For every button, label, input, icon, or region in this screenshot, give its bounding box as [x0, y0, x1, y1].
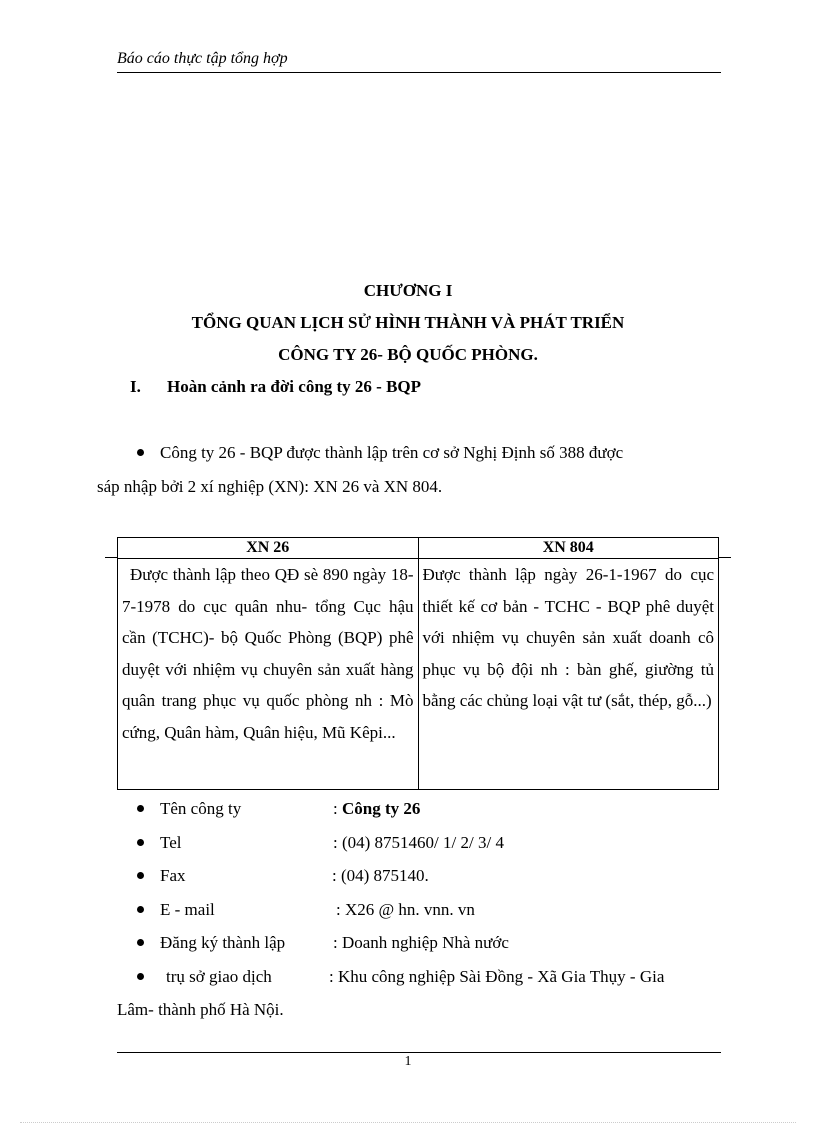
footer-rule	[117, 1052, 721, 1053]
intro-line2: sáp nhập bởi 2 xí nghiệp (XN): XN 26 và XN 804.	[97, 477, 443, 496]
bullet-icon	[137, 839, 144, 846]
info-label: Tel	[160, 833, 182, 852]
table-cell-xn26: Được thành lập theo QĐ sè 890 ngày 18-7-1978 do cục quân nhu- tổng Cục hậu cần (TCHC)- bộ Quốc Phòng (BQP) phê duyệt với nhiệm vụ chuyên sản xuất hàng quân trang phục vụ quốc phòng nh : Mò cứng, Quân hàm, Quân hiệu, Mũ Kêpi...	[118, 559, 419, 790]
bullet-icon	[137, 973, 144, 980]
bullet-icon	[137, 872, 144, 879]
info-value: : X26 @ hn. vnn. vn	[336, 900, 475, 919]
info-row-email	[137, 900, 475, 922]
table-rule-right	[719, 557, 731, 558]
info-label: Đăng ký thành lập	[160, 933, 286, 952]
bullet-icon	[137, 805, 144, 812]
table-header-xn26: XN 26	[118, 538, 419, 559]
info-row-registration	[137, 933, 509, 955]
info-address-continuation	[117, 1000, 284, 1022]
bullet-icon	[137, 449, 144, 456]
section-heading	[130, 377, 421, 397]
chapter-title-line1: TỔNG QUAN LỊCH SỬ HÌNH THÀNH VÀ PHÁT TRIỂN	[191, 313, 625, 332]
info-value	[333, 799, 420, 819]
info-label: trụ sở giao dịch	[166, 967, 272, 986]
info-label: E - mail	[160, 900, 215, 919]
chapter-title-line2: CÔNG TY 26- BỘ QUỐC PHÒNG.	[278, 345, 538, 364]
bullet-icon	[137, 906, 144, 913]
info-row-company	[137, 799, 421, 821]
bullet-icon	[137, 939, 144, 946]
page-number: 1	[404, 1054, 412, 1069]
company-table	[117, 537, 719, 790]
info-value: : Khu công nghiệp Sài Đồng - Xã Gia Thụy - Gia	[329, 967, 665, 986]
header-title: Báo cáo thực tập tổng hợp	[117, 50, 288, 67]
info-label: Fax	[160, 866, 186, 885]
page-header	[117, 50, 721, 73]
section-number: I.	[130, 377, 141, 396]
info-value-prefix: :	[333, 799, 342, 818]
info-row-address	[137, 967, 665, 989]
table-cell-xn804: Được thành lập ngày 26-1-1967 do cục thiết kế cơ bản - TCHC - BQP phê duyệt với nhiệm vụ chuyên sản xuất doanh cô phục vụ bộ đội nh : bàn ghế, giường tủ bằng các chủng loại vật tư (sắt, thép, gỗ...)	[418, 559, 719, 790]
company-name: Công ty 26	[341, 799, 421, 818]
info-label: Tên công ty	[160, 799, 242, 818]
info-value: : (04) 8751460/ 1/ 2/ 3/ 4	[333, 833, 504, 852]
chapter-label: CHƯƠNG I	[363, 281, 453, 300]
intro-paragraph	[97, 436, 721, 504]
info-value: : (04) 875140.	[332, 866, 429, 885]
table-rule-left	[105, 557, 117, 558]
info-value: : Doanh nghiệp Nhà nước	[333, 933, 509, 952]
info-row-fax	[137, 866, 429, 888]
intro-line1: Công ty 26 - BQP được thành lập trên cơ sở Nghị Định số 388 được	[160, 443, 624, 462]
address-continuation: Lâm- thành phố Hà Nội.	[117, 1000, 284, 1019]
info-row-tel	[137, 833, 504, 855]
section-title: Hoàn cảnh ra đời công ty 26 - BQP	[167, 377, 422, 396]
table-header-xn804: XN 804	[418, 538, 719, 559]
